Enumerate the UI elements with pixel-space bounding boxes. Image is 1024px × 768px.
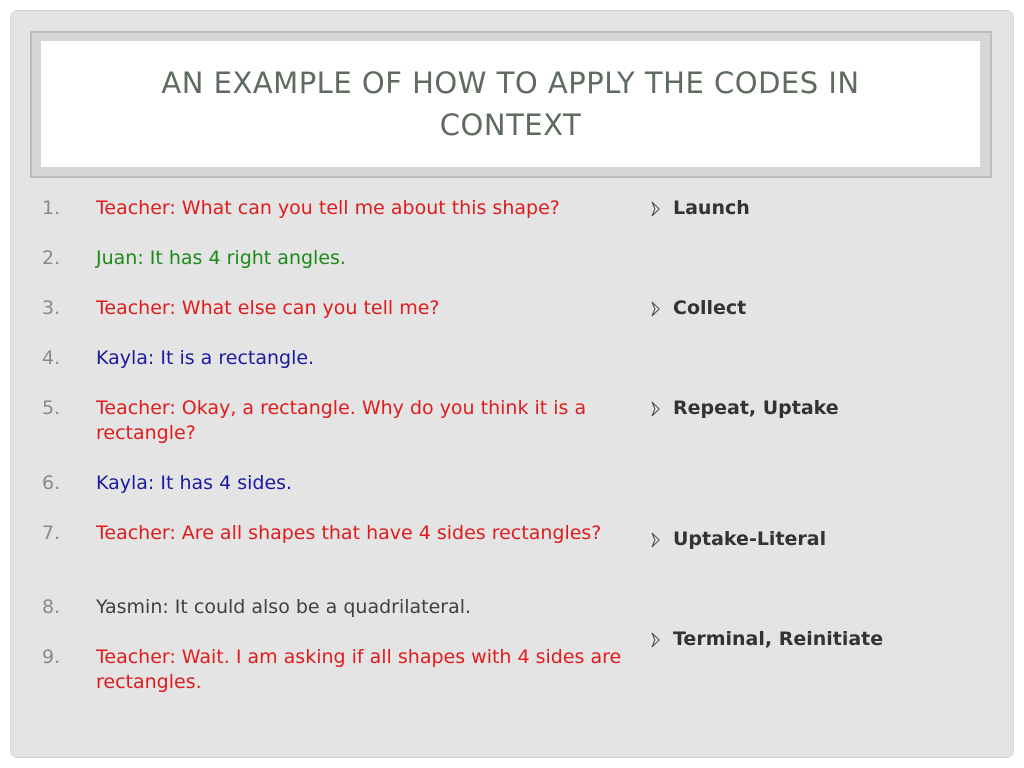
line-text: Teacher: Are all shapes that have 4 sides rectangles? (96, 522, 602, 544)
line-text: Kayla: It has 4 sides. (96, 472, 293, 494)
code-item-repeat-uptake (649, 396, 839, 421)
line-number: 1. (42, 197, 61, 219)
transcript-line-4 (42, 346, 622, 371)
line-number: 2. (42, 247, 61, 269)
transcript-line-2 (42, 246, 622, 271)
line-text: Juan: It has 4 right angles. (96, 247, 346, 269)
transcript-line-7 (42, 521, 622, 546)
title-box (41, 41, 980, 167)
line-text: Yasmin: It could also be a quadrilateral. (96, 596, 472, 618)
transcript-line-3 (42, 296, 622, 321)
arrow-bullet-icon (649, 301, 673, 317)
transcript-line-5 (42, 396, 622, 446)
arrow-bullet-icon (649, 632, 673, 648)
arrow-bullet-icon (649, 201, 673, 217)
transcript-line-6 (42, 471, 622, 496)
code-item-collect (649, 296, 746, 321)
line-text: Kayla: It is a rectangle. (96, 347, 315, 369)
code-item-uptake-literal (649, 527, 826, 552)
transcript-line-9 (42, 645, 622, 695)
line-number: 3. (42, 297, 61, 319)
line-number: 9. (42, 646, 61, 668)
code-item-launch (649, 196, 750, 221)
code-label: Repeat, Uptake (673, 397, 839, 419)
line-text: Teacher: Wait. I am asking if all shapes with 4 sides are rectangles. (96, 646, 622, 693)
transcript-line-8 (42, 595, 622, 620)
line-text: Teacher: What can you tell me about this shape? (96, 197, 560, 219)
arrow-bullet-icon (649, 532, 673, 548)
code-label: Terminal, Reinitiate (673, 628, 884, 650)
slide-title: AN EXAMPLE OF HOW TO APPLY THE CODES IN CONTEXT (161, 66, 860, 142)
line-text: Teacher: Okay, a rectangle. Why do you think it is a rectangle? (96, 397, 587, 444)
code-label: Launch (673, 197, 750, 219)
line-number: 4. (42, 347, 61, 369)
line-number: 8. (42, 596, 61, 618)
code-item-terminal-reinitiate (649, 627, 883, 652)
line-number: 6. (42, 472, 61, 494)
line-number: 5. (42, 397, 61, 419)
code-label: Uptake-Literal (673, 528, 827, 550)
line-text: Teacher: What else can you tell me? (96, 297, 440, 319)
line-number: 7. (42, 522, 61, 544)
transcript-line-1 (42, 196, 622, 221)
arrow-bullet-icon (649, 401, 673, 417)
code-label: Collect (673, 297, 747, 319)
